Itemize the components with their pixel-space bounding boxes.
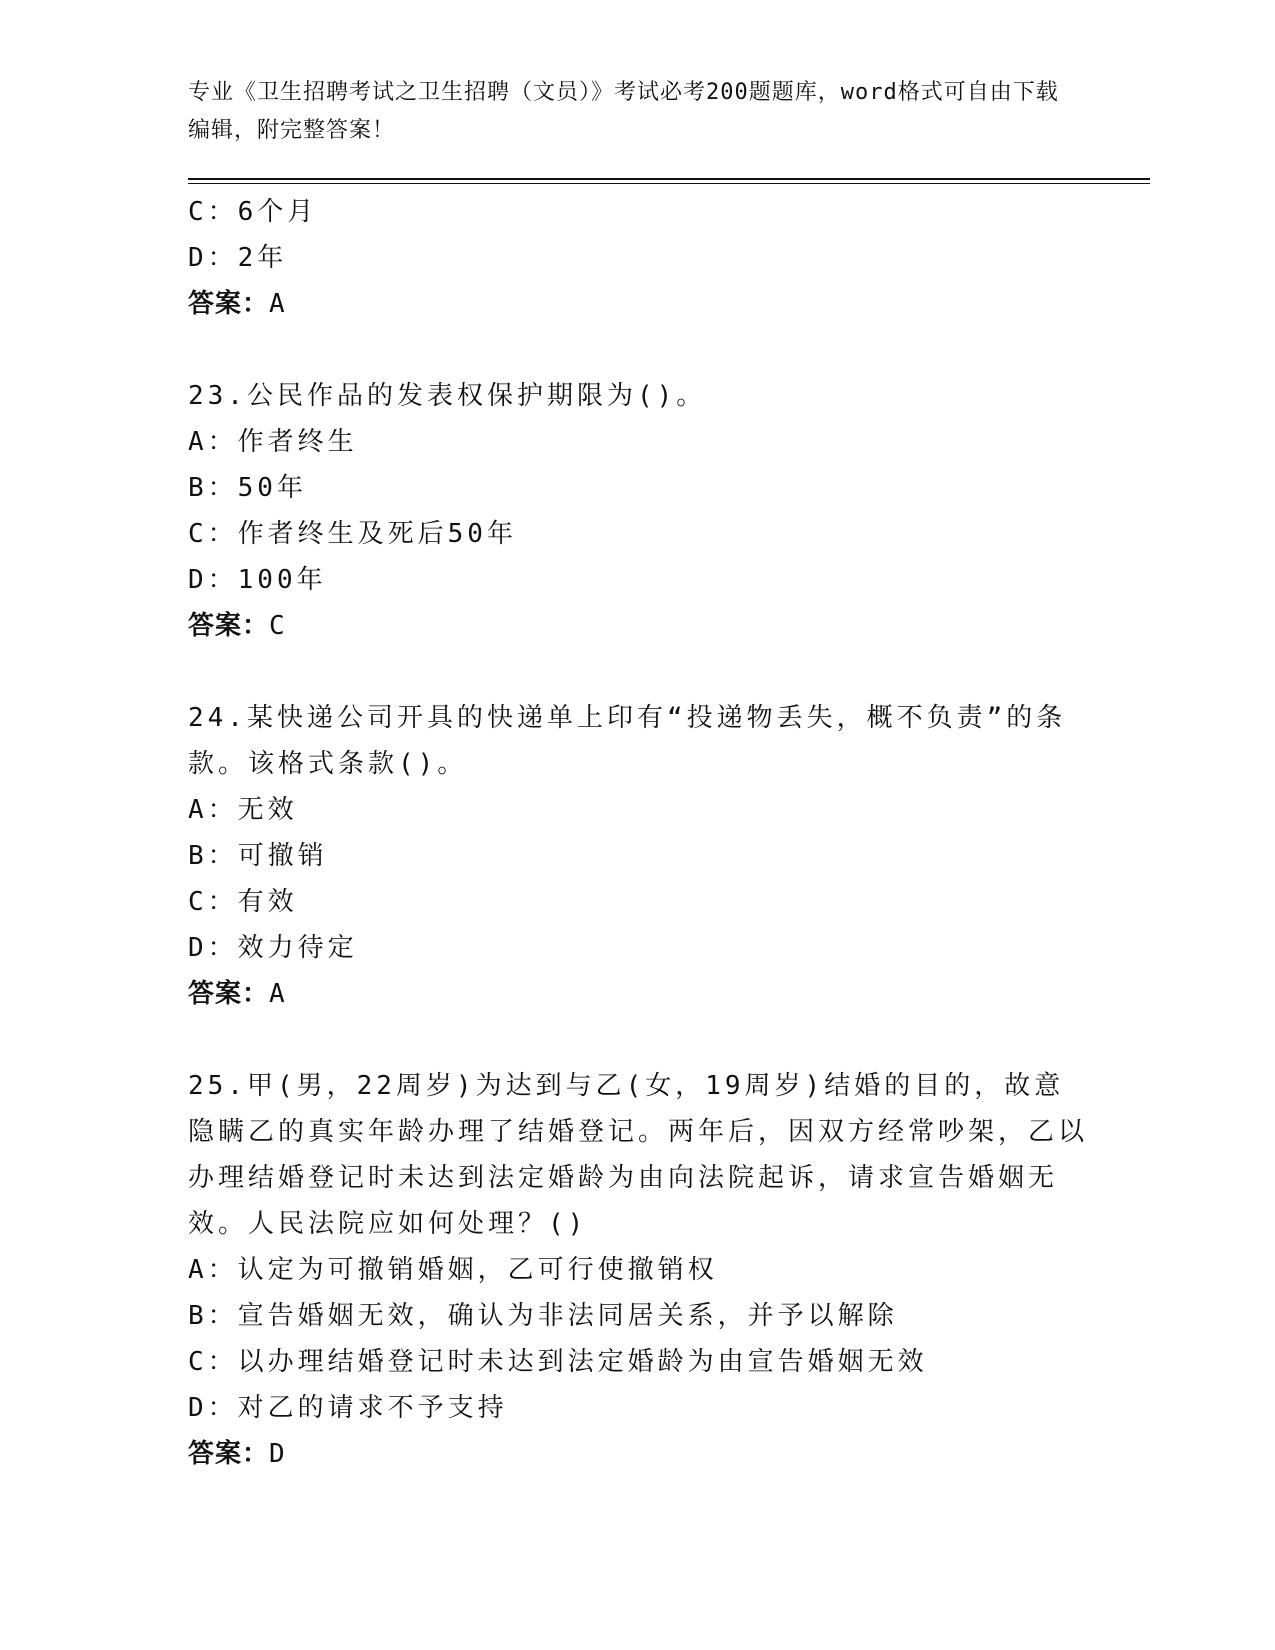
document-body xyxy=(188,189,1088,1477)
question-stem: 23.公民作品的发表权保护期限为()。 xyxy=(188,381,707,411)
question-22-tail xyxy=(188,189,1088,327)
answer-line: 答案：D xyxy=(188,1439,286,1469)
question-stem: 24.某快递公司开具的快递单上印有“投递物丢失，概不负责”的条款。该格式条款()。 xyxy=(188,703,1067,779)
option-b: B：50年 xyxy=(188,473,307,503)
question-25 xyxy=(188,1063,1088,1477)
option-c: C：有效 xyxy=(188,887,298,917)
document-header xyxy=(188,74,1068,150)
answer-line: 答案：A xyxy=(188,289,286,319)
question-stem: 25.甲(男，22周岁)为达到与乙(女，19周岁)结婚的目的，故意隐瞒乙的真实年龄办理了结婚登记。两年后，因双方经常吵架，乙以办理结婚登记时未达到法定婚龄为由向法院起诉，请求宣告婚姻无效。人民法院应如何处理？() xyxy=(188,1071,1089,1239)
option-b: B：可撤销 xyxy=(188,841,328,871)
option-a: A：无效 xyxy=(188,795,298,825)
option-c: C：以办理结婚登记时未达到法定婚龄为由宣告婚姻无效 xyxy=(188,1347,928,1377)
option-d: D：2年 xyxy=(188,243,288,273)
option-a: A：认定为可撤销婚姻，乙可行使撤销权 xyxy=(188,1255,718,1285)
option-d: D：对乙的请求不予支持 xyxy=(188,1393,508,1423)
option-d: D：100年 xyxy=(188,565,327,595)
header-rule-thick xyxy=(188,178,1150,180)
question-24 xyxy=(188,695,1088,1017)
question-23 xyxy=(188,373,1088,649)
option-b: B：宣告婚姻无效，确认为非法同居关系，并予以解除 xyxy=(188,1301,898,1331)
answer-line: 答案：A xyxy=(188,979,286,1009)
option-d: D：效力待定 xyxy=(188,933,358,963)
header-text: 专业《卫生招聘考试之卫生招聘（文员）》考试必考200题题库，word格式可自由下载编辑，附完整答案！ xyxy=(188,80,1059,143)
option-a: A：作者终生 xyxy=(188,427,358,457)
answer-line: 答案：C xyxy=(188,611,286,641)
option-c: C：6个月 xyxy=(188,197,318,227)
option-c: C：作者终生及死后50年 xyxy=(188,519,517,549)
header-rule-thin xyxy=(188,183,1150,184)
